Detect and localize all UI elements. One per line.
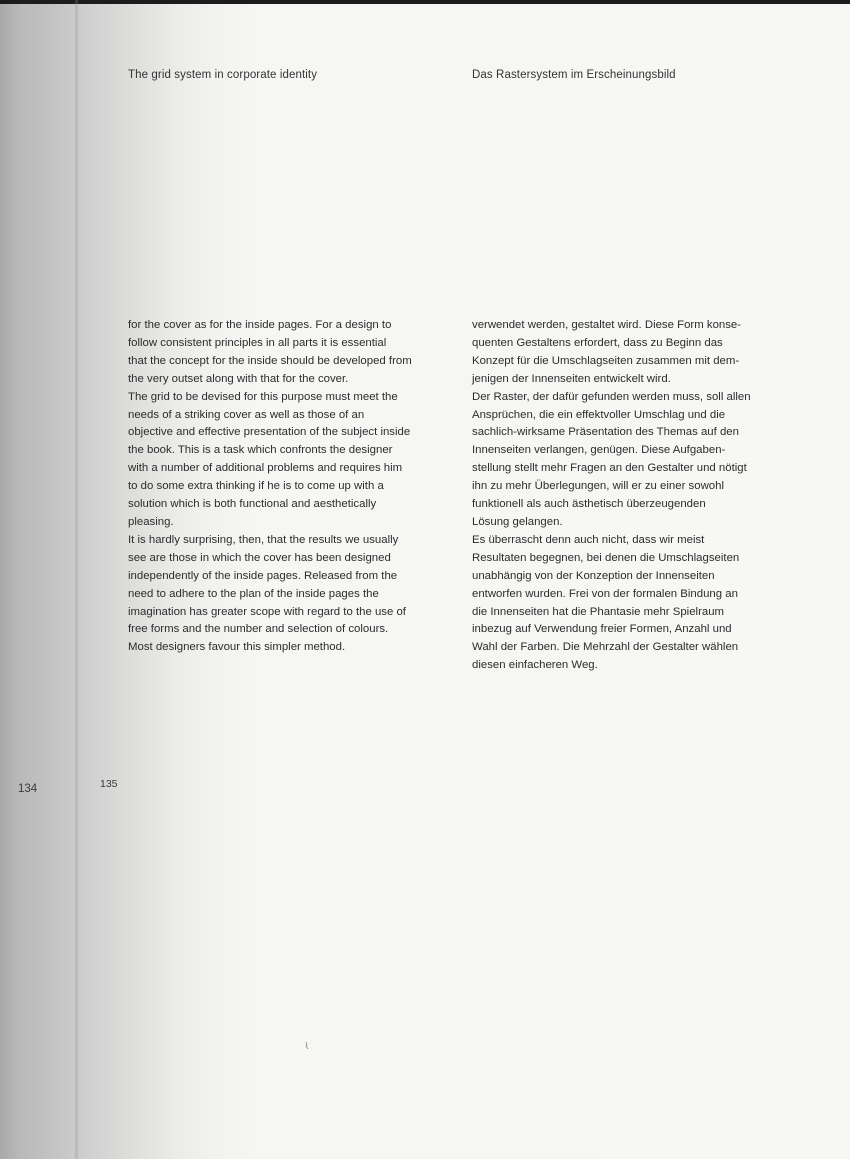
text-line: It is hardly surprising, then, that the results we usually [128, 533, 399, 546]
text-line: Wahl der Farben. Die Mehrzahl der Gestalter wählen [472, 641, 739, 654]
text-line: funktionell als auch ästhetisch überzeugenden [472, 498, 706, 511]
text-line: independently of the inside pages. Released from the [128, 569, 398, 582]
english-paragraph-1 [128, 317, 468, 389]
english-paragraph-3 [128, 532, 468, 657]
text-line: Innenseiten verlangen, genügen. Diese Aufgaben- [472, 444, 726, 457]
text-line: die Innenseiten hat die Phantasie mehr Spielraum [472, 605, 725, 618]
text-line: jenigen der Innenseiten entwickelt wird. [472, 372, 671, 385]
page-number-left: 134 [18, 783, 38, 795]
text-line: stellung stellt mehr Fragen an den Gestalter und nötigt [472, 462, 747, 475]
german-paragraph-3 [472, 532, 817, 675]
text-line: objective and effective presentation of the subject inside [128, 426, 411, 439]
english-text-column [128, 317, 468, 657]
text-line: see are those in which the cover has been designed [128, 551, 391, 564]
text-line: Most designers favour this simpler method. [128, 641, 346, 654]
text-line: Der Raster, der dafür gefunden werden muss, soll allen [472, 390, 751, 403]
text-line: need to adhere to the plan of the inside pages the [128, 587, 379, 600]
english-paragraph-2 [128, 389, 468, 532]
text-line: entworfen wurden. Frei von der formalen Bindung an [472, 587, 738, 600]
text-line: follow consistent principles in all parts it is essential [128, 336, 387, 349]
text-line: the book. This is a task which confronts the designer [128, 444, 393, 457]
text-line: The grid to be devised for this purpose must meet the [128, 390, 398, 403]
text-line: quenten Gestaltens erfordert, dass zu Beginn das [472, 336, 723, 349]
text-line: inbezug auf Verwendung freier Formen, Anzahl und [472, 623, 732, 636]
text-line: Resultaten begegnen, bei denen die Umschlagseiten [472, 551, 740, 564]
text-line: Ansprüchen, die ein effektvoller Umschlag und die [472, 408, 726, 421]
german-text-column [472, 317, 817, 675]
text-line: free forms and the number and selection of colours. [128, 623, 389, 636]
running-head-german: Das Rastersystem im Erscheinungsbild [472, 69, 676, 81]
text-line: sachlich-wirksame Präsentation des Themas auf den [472, 426, 739, 439]
text-line: to do some extra thinking if he is to come up with a [128, 480, 384, 493]
text-line: needs of a striking cover as well as those of an [128, 408, 365, 421]
german-paragraph-1 [472, 317, 817, 389]
page-number-right: 135 [100, 778, 118, 790]
text-line: Lösung gelangen. [472, 515, 563, 528]
german-paragraph-2 [472, 389, 817, 532]
text-line: pleasing. [128, 515, 174, 528]
text-line: ihn zu mehr Überlegungen, will er zu einer sowohl [472, 480, 724, 493]
text-line: solution which is both functional and aesthetically [128, 498, 377, 511]
text-line: Es überrascht denn auch nicht, dass wir meist [472, 533, 705, 546]
text-line: that the concept for the inside should be developed from [128, 354, 412, 367]
scan-edge [0, 0, 850, 4]
text-line: diesen einfacheren Weg. [472, 659, 598, 672]
text-line: verwendet werden, gestaltet wird. Diese Form konse- [472, 319, 742, 331]
text-line: Konzept für die Umschlagseiten zusammen mit dem- [472, 354, 740, 367]
paper-speck [305, 1041, 309, 1048]
gutter-fold [74, 0, 79, 1159]
running-head-english: The grid system in corporate identity [128, 69, 318, 81]
text-line: with a number of additional problems and requires him [128, 462, 403, 475]
text-line: the very outset along with that for the cover. [128, 372, 349, 385]
text-line: imagination has greater scope with regard to the use of [128, 605, 406, 618]
text-line: unabhängig von der Konzeption der Innenseiten [472, 569, 715, 582]
text-line: for the cover as for the inside pages. For a design to [128, 319, 392, 331]
